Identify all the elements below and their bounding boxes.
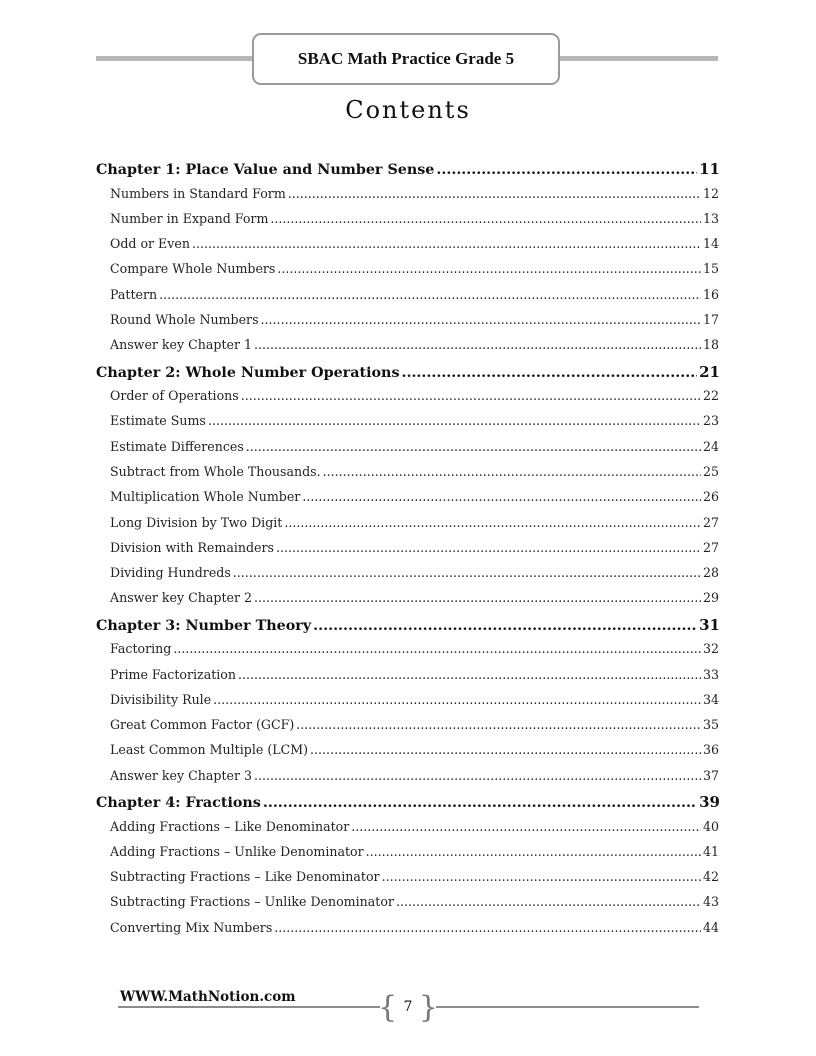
toc-entry-row[interactable]	[96, 388, 722, 413]
toc-leader-dots	[233, 565, 701, 580]
toc-entry-title: Divisibility Rule	[110, 691, 212, 707]
footer-website: WWW.MathNotion.com	[120, 989, 296, 1005]
toc-chapter-row[interactable]	[96, 793, 722, 819]
toc-leader-dots	[238, 667, 701, 682]
toc-entry-title: Prime Factorization	[110, 666, 236, 682]
toc-entry-row[interactable]	[96, 565, 722, 590]
toc-leader-dots	[208, 413, 701, 428]
page-number-frame	[378, 990, 438, 1028]
toc-entry-page: 14	[702, 236, 719, 252]
running-header-title: SBAC Math Practice Grade 5	[297, 49, 515, 68]
toc-entry-title: Adding Fractions – Like Denominator	[110, 818, 350, 834]
toc-entry-row[interactable]	[96, 540, 722, 565]
toc-entry-row[interactable]	[96, 768, 722, 793]
toc-entry-row[interactable]	[96, 312, 722, 337]
toc-entry-page: 37	[702, 767, 719, 783]
toc-entry-page: 12	[702, 185, 719, 201]
toc-entry-page: 29	[702, 590, 719, 606]
footer-rule-right	[436, 1006, 699, 1008]
toc-entry-page: 33	[702, 666, 719, 682]
toc-chapter-row[interactable]	[96, 616, 722, 642]
toc-leader-dots	[436, 162, 697, 178]
toc-entry-row[interactable]	[96, 211, 722, 236]
right-brace-decoration: }	[418, 990, 438, 1025]
toc-entry-page: 23	[702, 413, 719, 429]
toc-chapter-title: Chapter 4: Fractions	[96, 795, 261, 812]
toc-entry-page: 28	[702, 565, 719, 581]
toc-entry-page: 24	[702, 438, 719, 454]
toc-entry-row[interactable]	[96, 186, 722, 211]
running-header	[252, 33, 560, 85]
toc-entry-page: 17	[702, 311, 719, 327]
toc-entry-row[interactable]	[96, 590, 722, 615]
toc-entry-page: 32	[702, 641, 719, 657]
toc-chapter-page: 39	[699, 793, 720, 812]
toc-entry-page: 26	[702, 489, 719, 505]
toc-entry-row[interactable]	[96, 489, 722, 514]
page-title: Contents	[345, 96, 471, 124]
toc-entry-page: 22	[702, 388, 719, 404]
toc-entry-row[interactable]	[96, 439, 722, 464]
toc-entry-title: Converting Mix Numbers	[110, 919, 273, 935]
toc-leader-dots	[366, 844, 701, 859]
toc-leader-dots	[261, 312, 701, 327]
toc-entry-row[interactable]	[96, 742, 722, 767]
toc-entry-row[interactable]	[96, 413, 722, 438]
toc-entry-page: 27	[702, 539, 719, 555]
header-rule-right	[560, 56, 718, 61]
toc-entry-title: Least Common Multiple (LCM)	[110, 742, 309, 758]
toc-leader-dots	[254, 768, 701, 783]
toc-entry-row[interactable]	[96, 894, 722, 919]
toc-entry-title: Odd or Even	[110, 236, 190, 252]
toc-entry-page: 15	[702, 261, 719, 277]
toc-entry-title: Pattern	[110, 286, 158, 302]
toc-entry-page: 13	[702, 210, 719, 226]
toc-chapter-title: Chapter 2: Whole Number Operations	[96, 364, 400, 381]
toc-chapter-row[interactable]	[96, 160, 722, 186]
toc-entry-title: Estimate Sums	[110, 413, 206, 429]
toc-entry-title: Answer key Chapter 3	[110, 767, 252, 783]
toc-entry-page: 18	[702, 337, 719, 353]
toc-entry-row[interactable]	[96, 869, 722, 894]
toc-entry-page: 40	[702, 818, 719, 834]
toc-entry-row[interactable]	[96, 236, 722, 261]
toc-entry-row[interactable]	[96, 717, 722, 742]
toc-leader-dots	[263, 795, 697, 811]
toc-chapter-title: Chapter 3: Number Theory	[96, 617, 312, 634]
toc-entry-title: Subtracting Fractions – Unlike Denominator	[110, 894, 394, 910]
toc-entry-page: 34	[702, 691, 719, 707]
toc-leader-dots	[288, 186, 701, 201]
toc-entry-title: Numbers in Standard Form	[110, 185, 286, 201]
toc-entry-page: 42	[702, 869, 719, 885]
toc-entry-title: Order of Operations	[110, 388, 239, 404]
toc-leader-dots	[254, 337, 701, 352]
toc-entry-page: 41	[702, 843, 719, 859]
toc-entry-row[interactable]	[96, 844, 722, 869]
toc-leader-dots	[277, 261, 701, 276]
toc-entry-row[interactable]	[96, 464, 722, 489]
toc-entry-page: 43	[702, 894, 719, 910]
toc-entry-row[interactable]	[96, 641, 722, 666]
toc-leader-dots	[246, 439, 701, 454]
toc-leader-dots	[402, 365, 698, 381]
page-number: 7	[403, 999, 413, 1015]
toc-entry-page: 16	[702, 286, 719, 302]
toc-entry-title: Compare Whole Numbers	[110, 261, 276, 277]
toc-leader-dots	[310, 742, 701, 757]
toc-leader-dots	[351, 819, 701, 834]
toc-chapter-row[interactable]	[96, 363, 722, 389]
toc-entry-page: 27	[702, 514, 719, 530]
toc-leader-dots	[323, 464, 701, 479]
toc-entry-title: Estimate Differences	[110, 438, 244, 454]
table-of-contents	[96, 160, 722, 945]
toc-leader-dots	[296, 717, 701, 732]
toc-entry-title: Division with Remainders	[110, 539, 274, 555]
toc-leader-dots	[270, 211, 701, 226]
toc-entry-title: Long Division by Two Digit	[110, 514, 283, 530]
toc-entry-row[interactable]	[96, 819, 722, 844]
header-rule-left	[96, 56, 256, 61]
toc-entry-row[interactable]	[96, 337, 722, 362]
toc-entry-page: 25	[702, 463, 719, 479]
toc-entry-title: Factoring	[110, 641, 172, 657]
toc-leader-dots	[274, 920, 701, 935]
toc-leader-dots	[241, 388, 701, 403]
toc-chapter-page: 21	[699, 362, 720, 381]
toc-leader-dots	[192, 236, 701, 251]
toc-entry-title: Subtracting Fractions – Like Denominator	[110, 869, 380, 885]
toc-entry-title: Number in Expand Form	[110, 210, 269, 226]
toc-entry-title: Round Whole Numbers	[110, 311, 259, 327]
toc-leader-dots	[173, 641, 701, 656]
toc-chapter-title: Chapter 1: Place Value and Number Sense	[96, 162, 435, 178]
toc-entry-title: Adding Fractions – Unlike Denominator	[110, 843, 364, 859]
toc-entry-row[interactable]	[96, 667, 722, 692]
toc-entry-row[interactable]	[96, 261, 722, 286]
toc-leader-dots	[382, 869, 701, 884]
left-brace-decoration: {	[378, 990, 398, 1025]
toc-entry-page: 44	[702, 919, 719, 935]
toc-entry-title: Dividing Hundreds	[110, 565, 231, 581]
toc-entry-title: Great Common Factor (GCF)	[110, 717, 295, 733]
toc-entry-row[interactable]	[96, 920, 722, 945]
toc-leader-dots	[159, 287, 701, 302]
toc-leader-dots	[254, 590, 701, 605]
toc-leader-dots	[276, 540, 701, 555]
toc-entry-title: Multiplication Whole Number	[110, 489, 301, 505]
toc-leader-dots	[302, 489, 701, 504]
toc-entry-row[interactable]	[96, 515, 722, 540]
toc-entry-page: 35	[702, 717, 719, 733]
toc-entry-page: 36	[702, 742, 719, 758]
toc-entry-title: Subtract from Whole Thousands.	[110, 463, 321, 479]
toc-entry-title: Answer key Chapter 1	[110, 337, 252, 353]
toc-entry-row[interactable]	[96, 692, 722, 717]
toc-leader-dots	[313, 618, 697, 634]
toc-leader-dots	[396, 894, 701, 909]
toc-chapter-page: 11	[699, 160, 720, 178]
toc-chapter-page: 31	[699, 615, 720, 634]
toc-entry-title: Answer key Chapter 2	[110, 590, 252, 606]
toc-leader-dots	[213, 692, 701, 707]
toc-entry-row[interactable]	[96, 287, 722, 312]
toc-leader-dots	[284, 515, 701, 530]
footer-rule-left	[118, 1006, 380, 1008]
